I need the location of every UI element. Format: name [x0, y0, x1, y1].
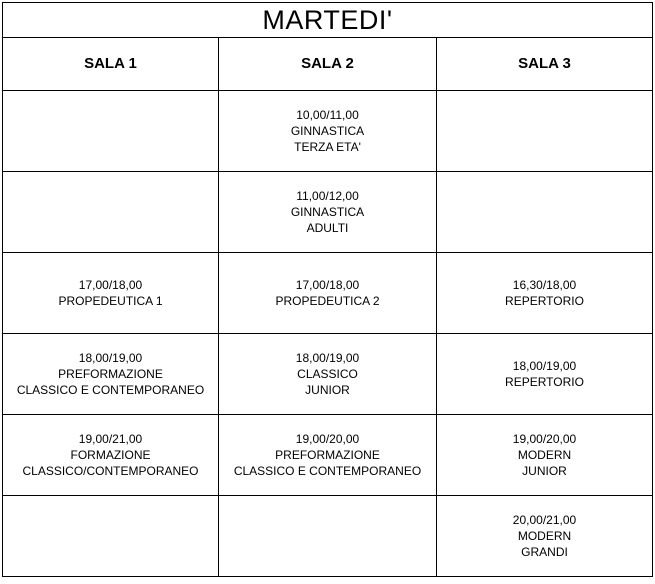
class-time: 11,00/12,00: [296, 189, 359, 203]
room-header-1: [3, 38, 219, 91]
room-header-2: [219, 38, 437, 91]
class-time: 18,00/19,00: [78, 351, 143, 365]
class-time: 17,00/18,00: [78, 278, 143, 292]
class-name-line: CLASSICO: [297, 367, 358, 381]
class-time: 17,00/18,00: [295, 278, 360, 292]
schedule-row: [3, 496, 653, 577]
class-entry: [437, 358, 652, 390]
class-entry: [437, 277, 652, 309]
class-time: 20,00/21,00: [512, 513, 577, 527]
schedule-cell-sala-2: [219, 253, 437, 334]
class-name-line: CLASSICO E CONTEMPORANEO: [16, 383, 205, 397]
class-entry: [437, 431, 652, 479]
room-header-label: SALA 2: [301, 55, 354, 72]
room-header-label: SALA 1: [84, 55, 137, 72]
schedule-cell-sala-3: [437, 91, 653, 172]
schedule-row: [3, 172, 653, 253]
schedule-cell-sala-1: [3, 334, 219, 415]
class-entry: [3, 431, 218, 479]
class-name-line: JUNIOR: [522, 464, 567, 478]
schedule-cell-sala-1: [3, 253, 219, 334]
schedule-cell-sala-1: [3, 172, 219, 253]
schedule-row: [3, 415, 653, 496]
schedule-cell-sala-2: [219, 172, 437, 253]
class-name-line: MODERN: [517, 529, 572, 543]
class-time: 10,00/11,00: [296, 108, 359, 122]
schedule-cell-sala-2: [219, 91, 437, 172]
class-name-line: FORMAZIONE: [70, 448, 151, 462]
schedule-cell-sala-2: [219, 496, 437, 577]
class-entry: [219, 107, 436, 155]
class-name-line: GINNASTICA: [290, 124, 365, 138]
room-header-label: SALA 3: [518, 55, 571, 72]
class-time: 19,00/21,00: [78, 432, 143, 446]
schedule-cell-sala-1: [3, 415, 219, 496]
class-entry: [219, 277, 436, 309]
class-entry: [219, 431, 436, 479]
schedule-cell-sala-1: [3, 91, 219, 172]
room-header-3: [437, 38, 653, 91]
class-entry: [219, 350, 436, 398]
schedule-cell-sala-3: [437, 172, 653, 253]
schedule-cell-sala-2: [219, 334, 437, 415]
class-name-line: MODERN: [517, 448, 572, 462]
schedule-cell-sala-2: [219, 415, 437, 496]
day-title: MARTEDI': [262, 5, 393, 35]
class-time: 19,00/20,00: [512, 432, 577, 446]
class-name-line: GRANDI: [521, 545, 568, 559]
class-name-line: PROPEDEUTICA 2: [275, 294, 380, 308]
class-name-line: PREFORMAZIONE: [275, 448, 380, 462]
schedule-row: [3, 253, 653, 334]
room-header-row: [3, 38, 653, 91]
class-entry: [219, 188, 436, 236]
class-entry: [3, 277, 218, 309]
class-time: 19,00/20,00: [295, 432, 360, 446]
class-name-line: CLASSICO/CONTEMPORANEO: [22, 464, 199, 478]
schedule-cell-sala-3: [437, 253, 653, 334]
schedule-table: [2, 2, 653, 577]
title-row: [3, 3, 653, 38]
class-name-line: REPERTORIO: [505, 375, 584, 389]
class-name-line: TERZA ETA': [294, 140, 361, 154]
class-name-line: CLASSICO E CONTEMPORANEO: [233, 464, 422, 478]
class-name-line: PREFORMAZIONE: [58, 367, 163, 381]
class-entry: [3, 350, 218, 398]
class-time: 18,00/19,00: [295, 351, 360, 365]
schedule-row: [3, 334, 653, 415]
class-name-line: ADULTI: [306, 221, 349, 235]
schedule-row: [3, 91, 653, 172]
class-name-line: JUNIOR: [305, 383, 350, 397]
schedule-cell-sala-1: [3, 496, 219, 577]
class-name-line: REPERTORIO: [505, 294, 584, 308]
class-time: 16,30/18,00: [512, 278, 577, 292]
class-name-line: PROPEDEUTICA 1: [58, 294, 163, 308]
class-entry: [437, 512, 652, 560]
schedule-cell-sala-3: [437, 496, 653, 577]
class-time: 18,00/19,00: [512, 359, 577, 373]
schedule-cell-sala-3: [437, 334, 653, 415]
class-name-line: GINNASTICA: [290, 205, 365, 219]
day-title-cell: [3, 3, 653, 38]
schedule-cell-sala-3: [437, 415, 653, 496]
